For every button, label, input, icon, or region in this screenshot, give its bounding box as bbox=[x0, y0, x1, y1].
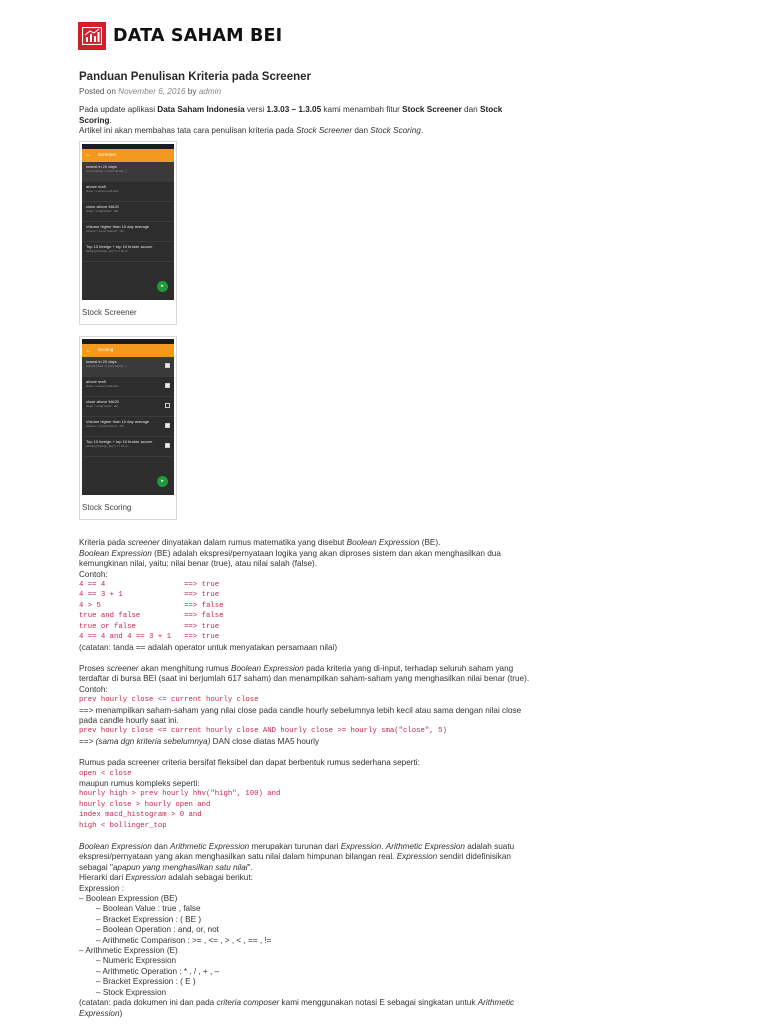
code-line: true or false ==> true bbox=[79, 622, 220, 631]
intro-feature: Stock Scoring bbox=[370, 126, 421, 136]
body-text: merupakan turunan dari bbox=[249, 842, 341, 851]
body-text: (BE). bbox=[419, 538, 441, 548]
body-text: sendiri didefinisikan sebagai " bbox=[79, 852, 511, 872]
body-text: Kriteria pada bbox=[79, 538, 128, 548]
body-text: Expression bbox=[125, 873, 166, 883]
run-fab-icon: ▸ bbox=[157, 281, 168, 292]
intro-text: versi bbox=[244, 105, 267, 115]
note-text bbox=[79, 998, 537, 1019]
hierarchy-item: – Bracket Expression : ( BE ) bbox=[96, 914, 202, 924]
criteria-formula: close > sma("close", 20) bbox=[86, 404, 119, 409]
criteria-row bbox=[82, 377, 174, 397]
intro-text: Pada update aplikasi bbox=[79, 105, 158, 115]
figure-caption: Stock Scoring bbox=[82, 503, 132, 513]
code-line: prev hourly close <= current hourly close AND hourly close >= hourly sma("close", 5) bbox=[79, 727, 447, 736]
hierarchy-item: – Arithmetic Comparison : >= , <= , > , < , == , != bbox=[96, 935, 272, 945]
criteria-formula: volume > sma("volume", 10) bbox=[86, 424, 124, 429]
criteria-row bbox=[82, 162, 174, 182]
code-explanation: ==> menampilkan saham-saham yang nilai close pada candle hourly sebelumnya lebih kecil atau sama dengan nilai close pada candle hourly saat ini. bbox=[79, 705, 522, 725]
bar-chart-icon bbox=[78, 22, 106, 50]
hierarchy-item: – Boolean Expression (BE) bbox=[79, 894, 178, 904]
hierarchy-item: – Boolean Value : true , false bbox=[96, 904, 201, 914]
body-text: ". bbox=[247, 862, 253, 872]
intro-text: Artikel ini akan membahas tata cara penulisan kriteria pada bbox=[79, 126, 297, 136]
criteria-title: lowest in 20 days bbox=[86, 359, 117, 365]
formula-section bbox=[79, 758, 537, 831]
back-arrow-icon: ← bbox=[86, 347, 92, 354]
figure-caption: Stock Screener bbox=[82, 307, 137, 317]
body-text: Boolean Expression bbox=[79, 548, 152, 558]
criteria-title: Volume higher than 10 day average bbox=[86, 223, 150, 229]
body-text: kami menggunakan notasi E sebagai singkatan untuk bbox=[279, 998, 478, 1008]
criteria-formula: ranking("foreign_buy") <= 10 or ... bbox=[86, 444, 131, 449]
boolean-expression-section bbox=[79, 538, 537, 652]
code-explanation bbox=[79, 737, 537, 747]
code-line: open < close bbox=[79, 769, 132, 778]
checkbox-icon bbox=[165, 443, 170, 448]
screener-process-section bbox=[79, 664, 537, 747]
criteria-title: close above MA20 bbox=[86, 399, 119, 405]
code-line: 4 == 3 + 1 ==> true bbox=[79, 591, 220, 600]
figure-stock-screener bbox=[79, 141, 177, 325]
criteria-formula: close > current ma5 and ... bbox=[86, 188, 122, 193]
hierarchy-item: – Arithmetic Expression (E) bbox=[79, 946, 178, 956]
body-text: ==> bbox=[79, 736, 96, 746]
criteria-formula: volume > sma("volume", 10) bbox=[86, 228, 124, 233]
hierarchy-item: – Numeric Expression bbox=[96, 956, 177, 966]
criteria-title: above ma5 bbox=[86, 379, 106, 385]
body-text: adalah suatu ekspresi/pernyataan yang akan menghasilkan satu nilai dalam himpunan bilangan real. bbox=[79, 842, 515, 862]
criteria-title: Volume higher than 10 day average bbox=[86, 419, 150, 425]
body-text: Boolean Expression bbox=[79, 842, 152, 851]
hierarchy-item: – Boolean Operation : and, or, not bbox=[96, 925, 219, 935]
intro-text: . bbox=[420, 126, 424, 136]
screener-screenshot[interactable] bbox=[82, 144, 174, 300]
hierarchy-item: – Stock Expression bbox=[96, 987, 167, 997]
body-text: Expression bbox=[396, 852, 438, 862]
body-text: screener bbox=[106, 663, 139, 673]
criteria-row bbox=[82, 397, 174, 417]
checkbox-icon bbox=[165, 363, 170, 368]
by-label: by bbox=[187, 87, 197, 96]
body-text: akan menghitung rumus bbox=[138, 663, 232, 673]
intro-paragraph bbox=[79, 105, 537, 136]
criteria-row bbox=[82, 437, 174, 457]
intro-text: kami menambah fitur bbox=[321, 105, 403, 115]
criteria-row bbox=[82, 417, 174, 437]
code-line: 4 > 5 ==> false bbox=[79, 601, 224, 610]
body-text: Arithmetic Expression bbox=[79, 998, 515, 1018]
code-line: true and false ==> false bbox=[79, 612, 224, 621]
intro-app-name: Data Saham Indonesia bbox=[157, 105, 245, 115]
criteria-row bbox=[82, 357, 174, 377]
code-line: 4 == 4 and 4 == 3 + 1 ==> true bbox=[79, 633, 220, 642]
site-logo[interactable] bbox=[78, 22, 282, 50]
app-bar bbox=[82, 344, 174, 357]
body-text: dan bbox=[151, 842, 171, 851]
body-text: Hierarki dari bbox=[79, 873, 126, 883]
post-title[interactable]: Panduan Penulisan Kriteria pada Screener bbox=[79, 71, 311, 83]
code-line: high < bollinger_top bbox=[79, 821, 167, 830]
body-text: pada kriteria yang di-input, terhadap seluruh saham yang terdaftar di bursa BEI (saat ini berjumlah 617 saham) dan menampilkan saham-saham yang menghasilkan nilai benar (true). bbox=[79, 663, 530, 684]
criteria-title: lowest in 20 days bbox=[86, 163, 117, 169]
code-line: index macd_histogram > 0 and bbox=[79, 811, 202, 820]
app-bar-title: Screener bbox=[98, 151, 117, 157]
note-text: (catatan: tanda == adalah operator untuk menyatakan persamaan nilai) bbox=[79, 642, 338, 652]
body-text: adalah sebagai berikut: bbox=[165, 873, 253, 883]
body-text: DAN close diatas MA5 hourly bbox=[210, 736, 320, 746]
body-text: Arithmetic Expression bbox=[385, 842, 465, 851]
body-text: dinyatakan dalam rumus matematika yang disebut bbox=[159, 538, 347, 548]
intro-feature: Stock Screener bbox=[402, 105, 462, 115]
criteria-row bbox=[82, 222, 174, 242]
criteria-row bbox=[82, 182, 174, 202]
intro-version: 1.3.03 – 1.3.05 bbox=[266, 105, 322, 115]
body-text: apapun yang menghasilkan satu nilai bbox=[112, 862, 248, 872]
hierarchy-item: – Arithmetic Operation : * , / , + , – bbox=[96, 966, 220, 976]
criteria-formula: close > sma("close", 20) bbox=[86, 208, 119, 213]
post-date[interactable]: November 6, 2016 bbox=[118, 87, 186, 96]
run-fab-icon: ▸ bbox=[157, 476, 168, 487]
body-text: screener bbox=[127, 538, 160, 548]
body-text: maupun rumus kompleks seperti: bbox=[79, 778, 200, 788]
body-text: Expression bbox=[340, 842, 382, 851]
body-text: Boolean Expression bbox=[231, 663, 304, 673]
criteria-formula: ranking("foreign_buy") <= 10 or ... bbox=[86, 248, 131, 253]
checkbox-icon bbox=[165, 423, 170, 428]
criteria-title: close above MA20 bbox=[86, 203, 119, 209]
intro-text: dan bbox=[461, 105, 480, 115]
criteria-formula: current close <= prev hd llv(...) bbox=[86, 364, 127, 369]
criteria-title: above ma5 bbox=[86, 183, 106, 189]
intro-feature: Stock Scoring bbox=[79, 105, 503, 125]
code-line: prev hourly close <= current hourly close bbox=[79, 696, 259, 705]
body-text: criteria composer bbox=[216, 998, 280, 1008]
criteria-formula: close > current ma5 and ... bbox=[86, 384, 122, 389]
post-meta bbox=[79, 87, 537, 97]
body-text: Arithmetic Expression bbox=[170, 842, 250, 851]
body-text: Boolean Expression bbox=[346, 538, 420, 548]
site-name: DATA SAHAM BEI bbox=[113, 25, 283, 46]
post-author[interactable]: admin bbox=[198, 87, 222, 96]
body-paragraph bbox=[79, 842, 537, 873]
code-line: hourly high > prev hourly hhv("high", 100) and bbox=[79, 790, 281, 799]
figure-stock-scoring bbox=[79, 336, 177, 520]
example-label: Contoh: bbox=[79, 569, 108, 579]
expression-hierarchy-section bbox=[79, 842, 537, 1019]
scoring-screenshot[interactable] bbox=[82, 339, 174, 495]
criteria-title: Top 10 foreign + top 10 broker accum bbox=[86, 243, 153, 249]
posted-on-label: Posted on bbox=[79, 87, 116, 96]
code-line: hourly close > hourly open and bbox=[79, 800, 211, 809]
body-text: Proses bbox=[79, 663, 107, 673]
hierarchy-item: – Bracket Expression : ( E ) bbox=[96, 977, 196, 987]
criteria-title: Top 10 foreign + top 10 broker accum bbox=[86, 439, 153, 445]
body-text: ) bbox=[119, 1008, 123, 1018]
app-bar bbox=[82, 149, 174, 162]
hierarchy-root: Expression : bbox=[79, 883, 125, 893]
body-text: . bbox=[381, 842, 386, 851]
checkbox-icon bbox=[165, 383, 170, 388]
example-label: Contoh: bbox=[79, 684, 108, 694]
intro-text: . bbox=[109, 115, 112, 125]
body-text: (BE) adalah ekspresi/pernyataan logika yang akan diproses sistem dan akan menghasilkan dua kemungkinan nilai, yaitu: nilai benar (true), atau nilai salah (false). bbox=[79, 548, 501, 569]
body-paragraph bbox=[79, 873, 537, 883]
body-text: (sama dgn kriteria sebelumnya) bbox=[95, 736, 211, 746]
checkbox-icon bbox=[165, 403, 170, 408]
body-text: Rumus pada screener criteria bersifat fleksibel dan dapat berbentuk rumus sederhana seperti: bbox=[79, 758, 420, 768]
app-bar-title: Scoring bbox=[98, 347, 114, 353]
back-arrow-icon: ← bbox=[86, 152, 92, 159]
intro-text: dan bbox=[352, 126, 371, 136]
criteria-formula: current close <= prev hd llv(...) bbox=[86, 168, 127, 173]
criteria-row bbox=[82, 202, 174, 222]
intro-feature: Stock Screener bbox=[296, 126, 353, 136]
body-text: (catatan: pada dokumen ini dan pada bbox=[79, 998, 217, 1008]
criteria-row bbox=[82, 242, 174, 262]
post-content bbox=[79, 70, 537, 1019]
code-line: 4 == 4 ==> true bbox=[79, 581, 220, 590]
